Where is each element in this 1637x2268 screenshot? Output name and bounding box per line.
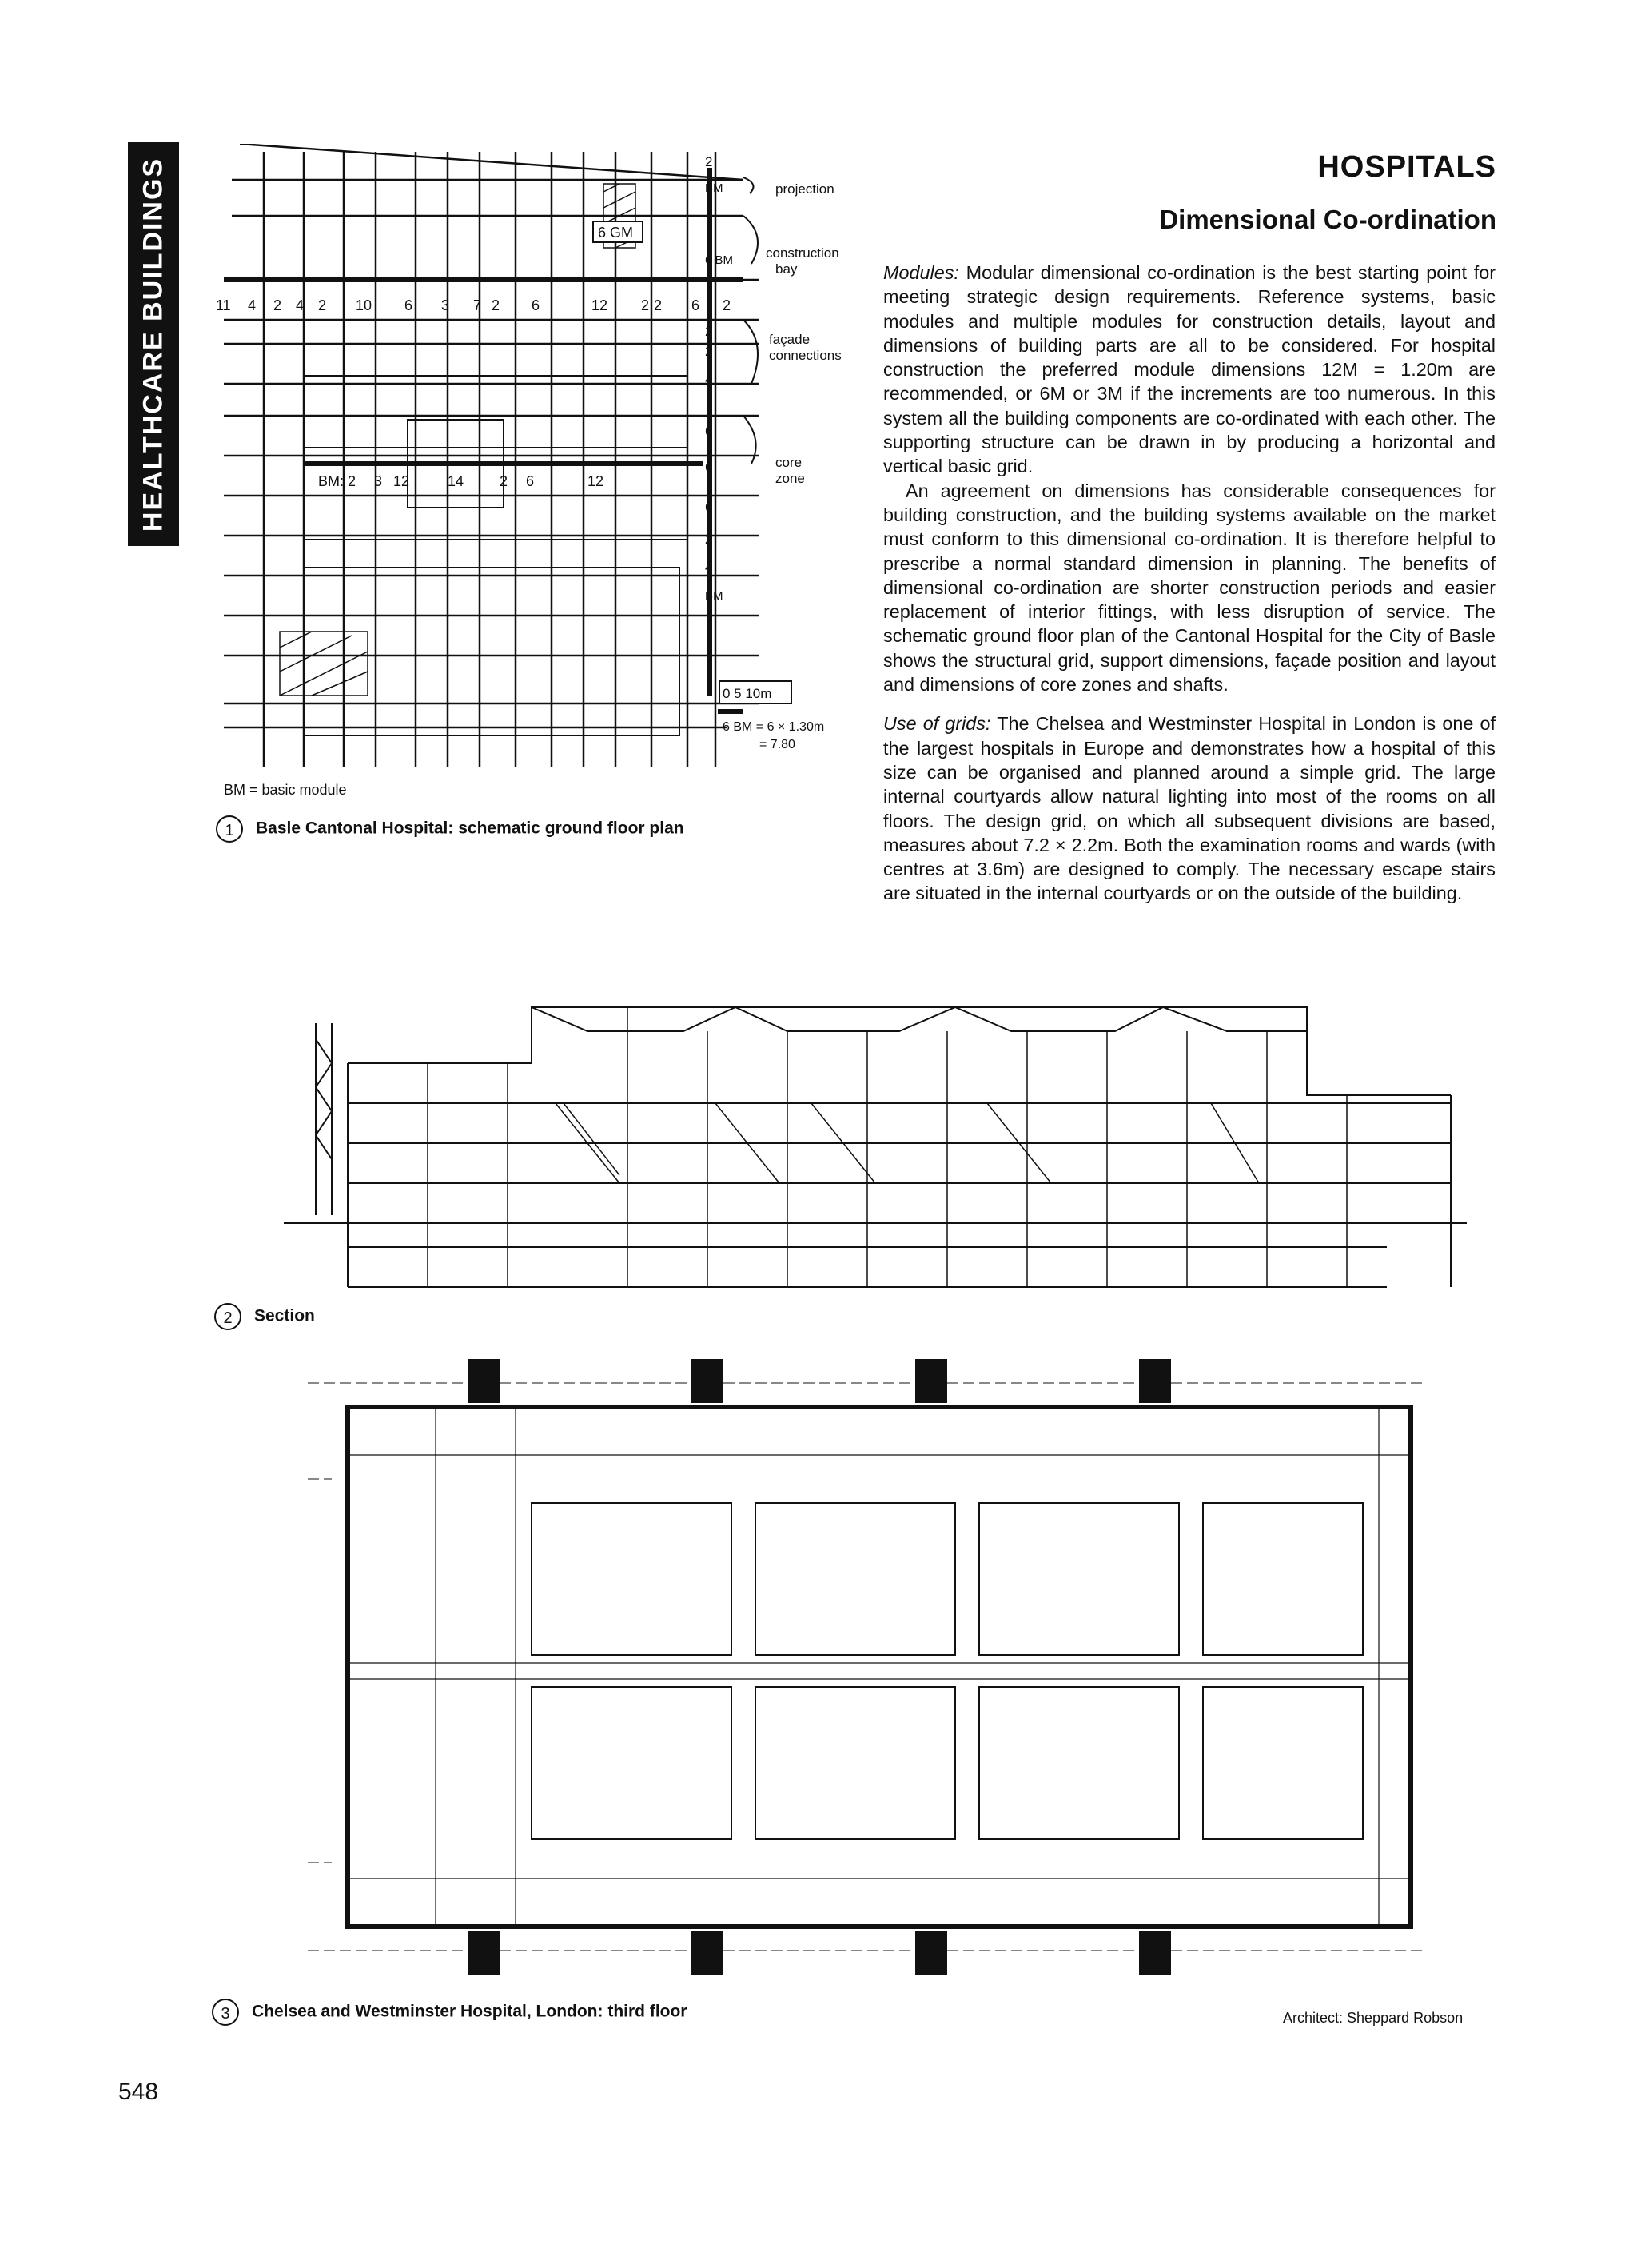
paragraph-lead: Use of grids:	[883, 713, 991, 735]
figure3-number: 3	[212, 1999, 239, 2026]
svg-text:3: 3	[441, 297, 450, 313]
section-crane	[316, 1023, 332, 1215]
svg-text:BM: 2: BM: 2	[318, 473, 356, 489]
section-tab	[128, 142, 179, 546]
svg-text:2: 2	[273, 297, 282, 313]
svg-text:4: 4	[296, 297, 305, 313]
scale-bar	[718, 681, 824, 751]
svg-text:4: 4	[705, 372, 713, 387]
svg-text:12: 12	[587, 473, 604, 489]
svg-text:2: 2	[318, 297, 327, 313]
svg-text:6: 6	[705, 460, 713, 475]
svg-text:6 BM: 6 BM	[705, 253, 734, 267]
svg-text:2: 2	[500, 473, 508, 489]
section-columns	[428, 1007, 1347, 1287]
svg-text:2: 2	[705, 154, 713, 169]
figure2-number: 2	[214, 1303, 241, 1330]
annotation-labels	[766, 181, 842, 486]
svg-text:10: 10	[356, 297, 372, 313]
svg-text:6: 6	[532, 297, 540, 313]
figure2-caption-row	[214, 1303, 315, 1330]
svg-text:6: 6	[526, 473, 535, 489]
svg-text:12: 12	[591, 297, 608, 313]
hatched-areas	[280, 184, 635, 696]
figure3-caption: Chelsea and Westminster Hospital, London: third floor	[252, 2002, 687, 2021]
svg-text:2: 2	[492, 297, 500, 313]
section-outline	[348, 1007, 1451, 1287]
paragraph-lead: Modules:	[883, 262, 959, 283]
paragraph-modules: Modules: Modular dimensional co-ordination is the best starting point for meeting strategic design requirements. Reference systems, basic modules and multiple modules for construction details, layout and dimensions of building parts are all to be considered. For hospital construction the preferred module dimensions 12M = 1.20m are recommended, or 6M or 3M if the increments are too numerous. In this system all the building components are co-ordinated with each other. The supporting structure can be drawn in by producing a horizontal and vertical basic grid.	[883, 262, 1496, 477]
third-floor-plan	[308, 1351, 1427, 1983]
figure2-caption: Section	[254, 1306, 315, 1325]
svg-text:2: 2	[705, 324, 713, 339]
dimension-labels	[216, 221, 734, 489]
page-number: 548	[118, 2079, 159, 2105]
paragraph-grids: Use of grids: The Chelsea and Westminster Hospital in London is one of the largest hospitals in Europe and demonstrates how a hospital of this size can be organised and planned around a simple grid. The large internal courtyards allow natural lighting into most of the rooms on all floors. The design grid, on which all subsequent divisions are based, measures about 7.2 × 2.2m. Both the examination rooms and wards (with centres at 3.6m) are designed to comply. The necessary escape stairs are situated in the internal courtyards or on the outside of the building.	[883, 713, 1496, 904]
figure1-number: 1	[216, 815, 243, 843]
svg-text:6: 6	[691, 297, 700, 313]
svg-text:4: 4	[248, 297, 257, 313]
figure3-caption-row	[212, 1999, 687, 2026]
core-outlines	[304, 344, 687, 735]
section-drawing	[268, 991, 1467, 1295]
basle-floor-plan	[216, 144, 863, 783]
svg-text:6: 6	[705, 500, 713, 515]
svg-text:2: 2	[641, 297, 650, 313]
svg-text:BM: BM	[705, 181, 723, 195]
svg-text:BM: BM	[705, 589, 723, 603]
plan-courtyards	[532, 1503, 1363, 1839]
svg-text:bay: bay	[775, 261, 798, 277]
svg-text:6: 6	[705, 424, 713, 439]
svg-text:2: 2	[723, 297, 731, 313]
figure1-caption-row	[216, 815, 684, 843]
plan-stair-cores	[468, 1359, 1171, 1975]
figure1-caption: Basle Cantonal Hospital: schematic ground floor plan	[256, 819, 684, 838]
architect-credit: Architect: Sheppard Robson	[1283, 2010, 1464, 2026]
svg-text:projection: projection	[775, 181, 834, 197]
svg-text:connections: connections	[769, 348, 842, 363]
plan-rooms	[348, 1407, 1411, 1927]
section-tab-label: HEALTHCARE BUILDINGS	[137, 157, 169, 532]
svg-text:4: 4	[705, 560, 713, 575]
svg-text:6 BM = 6 × 1.30m: 6 BM = 6 × 1.30m	[723, 720, 825, 734]
svg-text:7: 7	[473, 297, 482, 313]
page-title: HOSPITALS	[1317, 150, 1496, 184]
svg-text:6: 6	[404, 297, 413, 313]
svg-text:2: 2	[705, 532, 713, 547]
svg-text:zone: zone	[775, 471, 805, 486]
svg-text:12: 12	[393, 473, 410, 489]
svg-text:3: 3	[374, 473, 383, 489]
svg-text:façade: façade	[769, 332, 811, 347]
plan-outer-walls	[348, 1407, 1411, 1927]
plan-grid-lines	[308, 1383, 1427, 1951]
svg-text:core: core	[775, 455, 803, 470]
paragraph-agreement: An agreement on dimensions has considerable consequences for building construction, and the building systems available on the market must conform to this dimensional co-ordination. It is therefore helpful to prescribe a normal standard dimension in planning. The benefits of dimensional co-ordination are shorter construction periods and easier replacement of interior fittings, with less disruption of service. The schematic ground floor plan of the Cantonal Hospital for the City of Basle shows the structural grid, support dimensions, façade position and layout and dimensions of core zones and shafts.	[883, 480, 1496, 696]
svg-text:14: 14	[448, 473, 464, 489]
svg-text:0 5 10m: 0 5 10m	[723, 686, 772, 701]
svg-text:2: 2	[705, 344, 713, 359]
svg-text:construction: construction	[766, 245, 839, 261]
body-text	[883, 261, 1496, 906]
svg-text:6 GM: 6 GM	[598, 225, 634, 241]
svg-text:11: 11	[216, 297, 231, 313]
page-subtitle: Dimensional Co-ordination	[1159, 205, 1496, 234]
figure1-legend: BM = basic module	[224, 782, 347, 798]
svg-text:= 7.80: = 7.80	[759, 738, 795, 751]
section-floor-lines	[284, 1103, 1467, 1287]
svg-text:2: 2	[654, 297, 663, 313]
